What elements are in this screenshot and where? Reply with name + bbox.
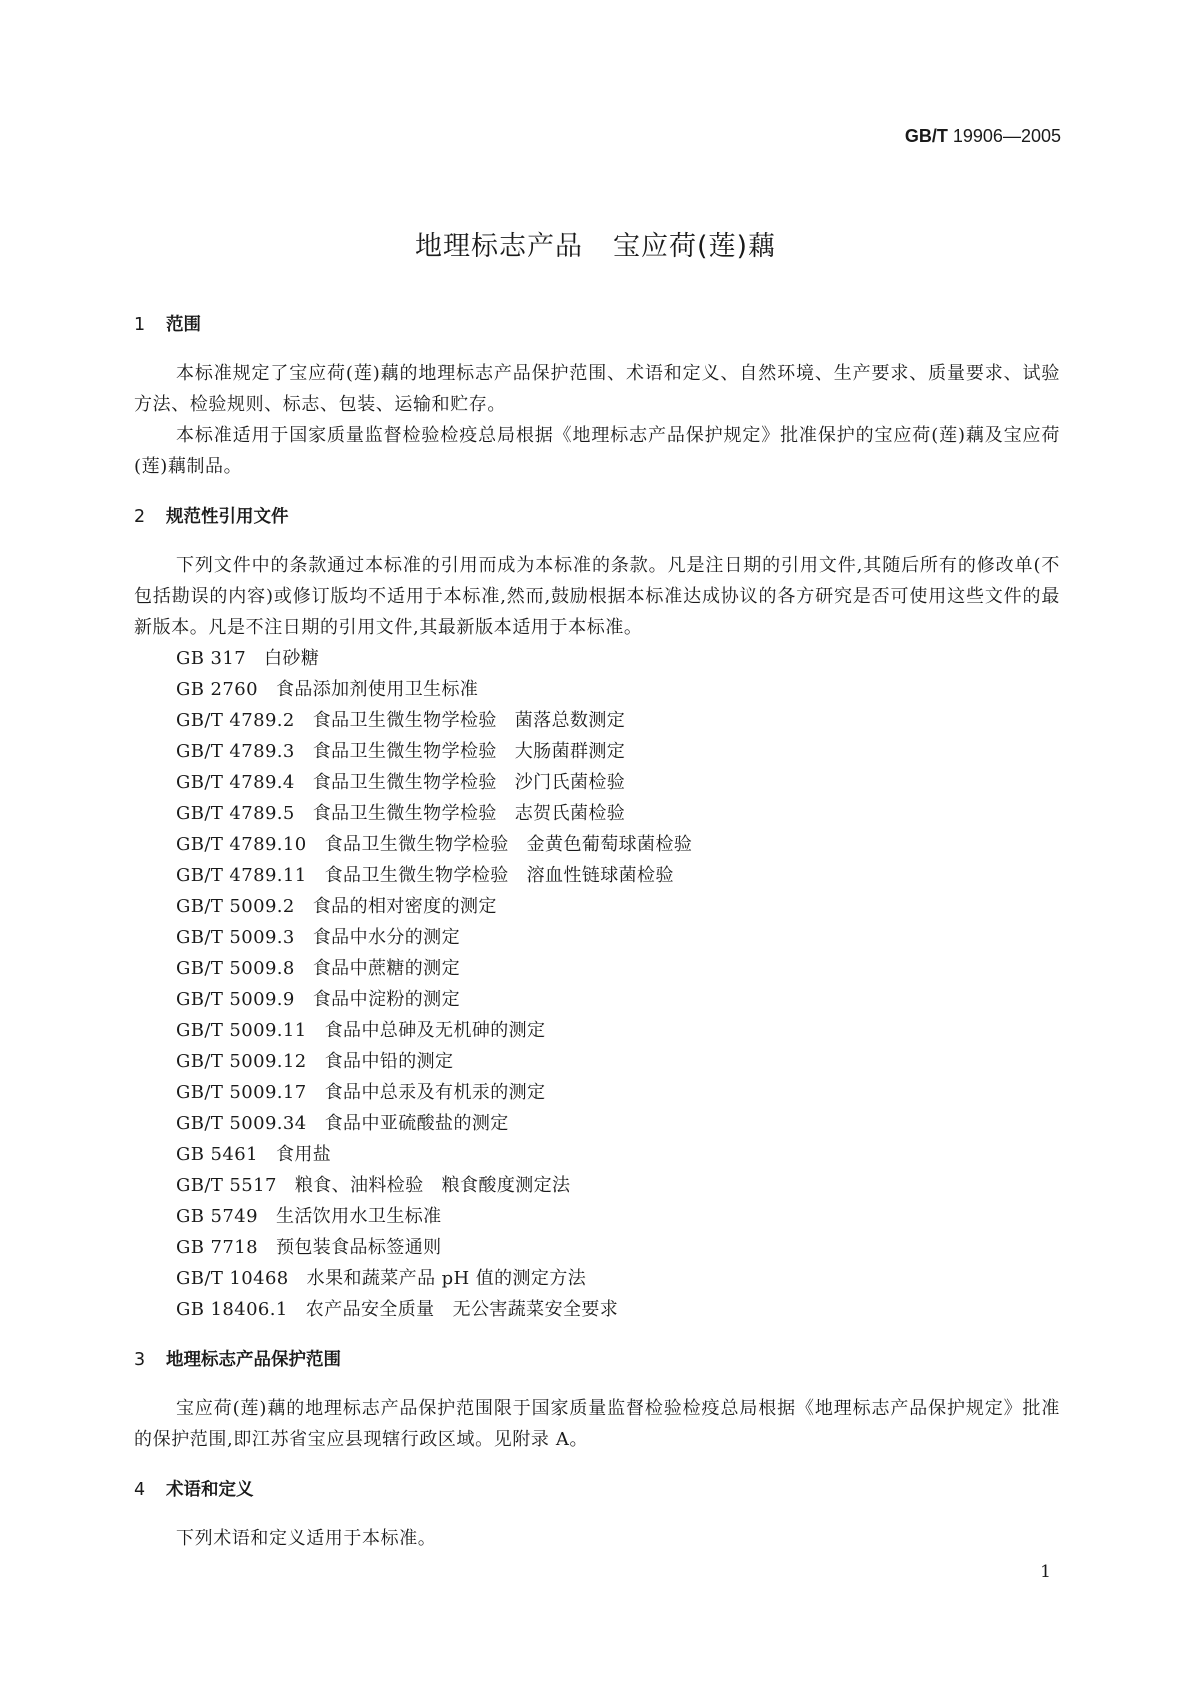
reference-subtitle: 志贺氏菌检验 xyxy=(514,803,626,824)
reference-subtitle: 大肠菌群测定 xyxy=(514,741,626,762)
reference-code: GB 7718 xyxy=(176,1237,258,1258)
reference-code: GB 5749 xyxy=(176,1206,258,1227)
reference-code: GB/T 4789.10 xyxy=(176,834,307,855)
reference-item xyxy=(176,705,1060,736)
section-2-title: 规范性引用文件 xyxy=(166,507,289,527)
reference-title: 食品的相对密度的测定 xyxy=(312,896,497,917)
reference-item xyxy=(176,736,1060,767)
reference-item xyxy=(176,1139,1060,1170)
reference-title: 食品卫生微生物学检验 xyxy=(324,834,509,855)
reference-item xyxy=(176,953,1060,984)
standard-number xyxy=(905,126,1061,147)
section-1-title: 范围 xyxy=(166,315,201,335)
reference-subtitle: 菌落总数测定 xyxy=(514,710,626,731)
section-3-title: 地理标志产品保护范围 xyxy=(166,1350,341,1370)
reference-item xyxy=(176,798,1060,829)
reference-title: 食用盐 xyxy=(275,1144,332,1165)
reference-code: GB 2760 xyxy=(176,679,258,700)
reference-item xyxy=(176,829,1060,860)
reference-title: 生活饮用水卫生标准 xyxy=(275,1206,442,1227)
reference-title: 白砂糖 xyxy=(264,648,320,669)
section-4-number: 4 xyxy=(134,1480,146,1500)
reference-item xyxy=(176,1170,1060,1201)
reference-subtitle: 沙门氏菌检验 xyxy=(514,772,626,793)
section-1-paragraph-2: 本标准适用于国家质量监督检验检疫总局根据《地理标志产品保护规定》批准保护的宝应荷(莲)藕及宝应荷(莲)藕制品。 xyxy=(134,425,1060,477)
reference-code: GB/T 5009.8 xyxy=(176,958,295,979)
reference-title: 食品中亚硫酸盐的测定 xyxy=(324,1113,509,1134)
reference-item xyxy=(176,1077,1060,1108)
reference-title: 农产品安全质量 xyxy=(305,1299,435,1320)
reference-title: 预包装食品标签通则 xyxy=(275,1237,442,1258)
reference-item xyxy=(176,1263,1060,1294)
reference-item xyxy=(176,643,1060,674)
page-number: 1 xyxy=(1040,1562,1051,1582)
reference-title: 食品卫生微生物学检验 xyxy=(312,710,497,731)
reference-code: GB/T 5009.11 xyxy=(176,1020,307,1041)
standard-code: GB/T xyxy=(904,126,948,146)
section-1-number: 1 xyxy=(134,315,146,335)
reference-subtitle: 溶血性链球菌检验 xyxy=(526,865,674,886)
reference-subtitle: 金黄色葡萄球菌检验 xyxy=(526,834,693,855)
reference-title: 食品中水分的测定 xyxy=(312,927,460,948)
reference-code: GB/T 5009.34 xyxy=(176,1113,307,1134)
reference-code: GB/T 10468 xyxy=(176,1268,289,1289)
reference-item xyxy=(176,891,1060,922)
section-2-intro: 下列文件中的条款通过本标准的引用而成为本标准的条款。凡是注日期的引用文件,其随后所有的修改单(不包括勘误的内容)或修订版均不适用于本标准,然而,鼓励根据本标准达成协议的各方研究是否可使用这些文件的最新版本。凡是不注日期的引用文件,其最新版本适用于本标准。 xyxy=(134,555,1060,638)
reference-list xyxy=(134,643,1060,1325)
reference-item xyxy=(176,922,1060,953)
reference-code: GB 5461 xyxy=(176,1144,258,1165)
reference-title: 食品卫生微生物学检验 xyxy=(312,741,497,762)
reference-item xyxy=(176,1294,1060,1325)
reference-title: 食品中总汞及有机汞的测定 xyxy=(324,1082,546,1103)
reference-code: GB/T 5517 xyxy=(176,1175,277,1196)
title-part-2: 宝应荷(莲)藕 xyxy=(612,231,777,262)
reference-code: GB/T 4789.5 xyxy=(176,803,295,824)
section-3-heading xyxy=(134,1345,1060,1375)
reference-title: 食品中蔗糖的测定 xyxy=(312,958,460,979)
reference-code: GB/T 5009.12 xyxy=(176,1051,307,1072)
reference-code: GB 317 xyxy=(176,648,247,669)
section-3-paragraph: 宝应荷(莲)藕的地理标志产品保护范围限于国家质量监督检验检疫总局根据《地理标志产品保护规定》批准的保护范围,即江苏省宝应县现辖行政区域。见附录 A。 xyxy=(134,1398,1060,1450)
reference-item xyxy=(176,1046,1060,1077)
reference-title: 食品中淀粉的测定 xyxy=(312,989,460,1010)
reference-title: 食品中总砷及无机砷的测定 xyxy=(324,1020,546,1041)
reference-title: 食品卫生微生物学检验 xyxy=(312,772,497,793)
section-4-paragraph: 下列术语和定义适用于本标准。 xyxy=(176,1528,437,1549)
reference-code: GB/T 4789.11 xyxy=(176,865,307,886)
reference-item xyxy=(176,674,1060,705)
reference-title: 食品添加剂使用卫生标准 xyxy=(275,679,479,700)
reference-subtitle: 粮食酸度测定法 xyxy=(441,1175,571,1196)
section-2-heading xyxy=(134,502,1060,532)
section-4-title: 术语和定义 xyxy=(166,1480,254,1500)
reference-item xyxy=(176,1201,1060,1232)
reference-item xyxy=(176,1108,1060,1139)
reference-title: 食品卫生微生物学检验 xyxy=(312,803,497,824)
reference-item xyxy=(176,767,1060,798)
section-1-heading xyxy=(134,310,1060,340)
reference-item xyxy=(176,984,1060,1015)
reference-code: GB 18406.1 xyxy=(176,1299,288,1320)
reference-item xyxy=(176,1015,1060,1046)
reference-code: GB/T 5009.3 xyxy=(176,927,295,948)
title-part-1: 地理标志产品 xyxy=(414,231,583,262)
reference-code: GB/T 5009.17 xyxy=(176,1082,307,1103)
reference-item xyxy=(176,860,1060,891)
reference-title: 粮食、油料检验 xyxy=(294,1175,424,1196)
reference-code: GB/T 4789.2 xyxy=(176,710,295,731)
standard-year-number: 19906—2005 xyxy=(952,126,1061,146)
section-4-heading xyxy=(134,1475,1060,1505)
reference-subtitle: 无公害蔬菜安全要求 xyxy=(452,1299,619,1320)
reference-code: GB/T 4789.4 xyxy=(176,772,295,793)
document-title xyxy=(0,224,1191,263)
document-body xyxy=(134,310,1060,1554)
section-1-paragraph-1: 本标准规定了宝应荷(莲)藕的地理标志产品保护范围、术语和定义、自然环境、生产要求、质量要求、试验方法、检验规则、标志、包装、运输和贮存。 xyxy=(134,363,1060,415)
reference-code: GB/T 5009.9 xyxy=(176,989,295,1010)
reference-title: 食品卫生微生物学检验 xyxy=(324,865,509,886)
section-3-number: 3 xyxy=(134,1350,146,1370)
section-2-number: 2 xyxy=(134,507,146,527)
reference-title: 水果和蔬菜产品 pH 值的测定方法 xyxy=(306,1268,587,1289)
reference-code: GB/T 5009.2 xyxy=(176,896,295,917)
reference-title: 食品中铅的测定 xyxy=(324,1051,454,1072)
reference-code: GB/T 4789.3 xyxy=(176,741,295,762)
reference-item xyxy=(176,1232,1060,1263)
